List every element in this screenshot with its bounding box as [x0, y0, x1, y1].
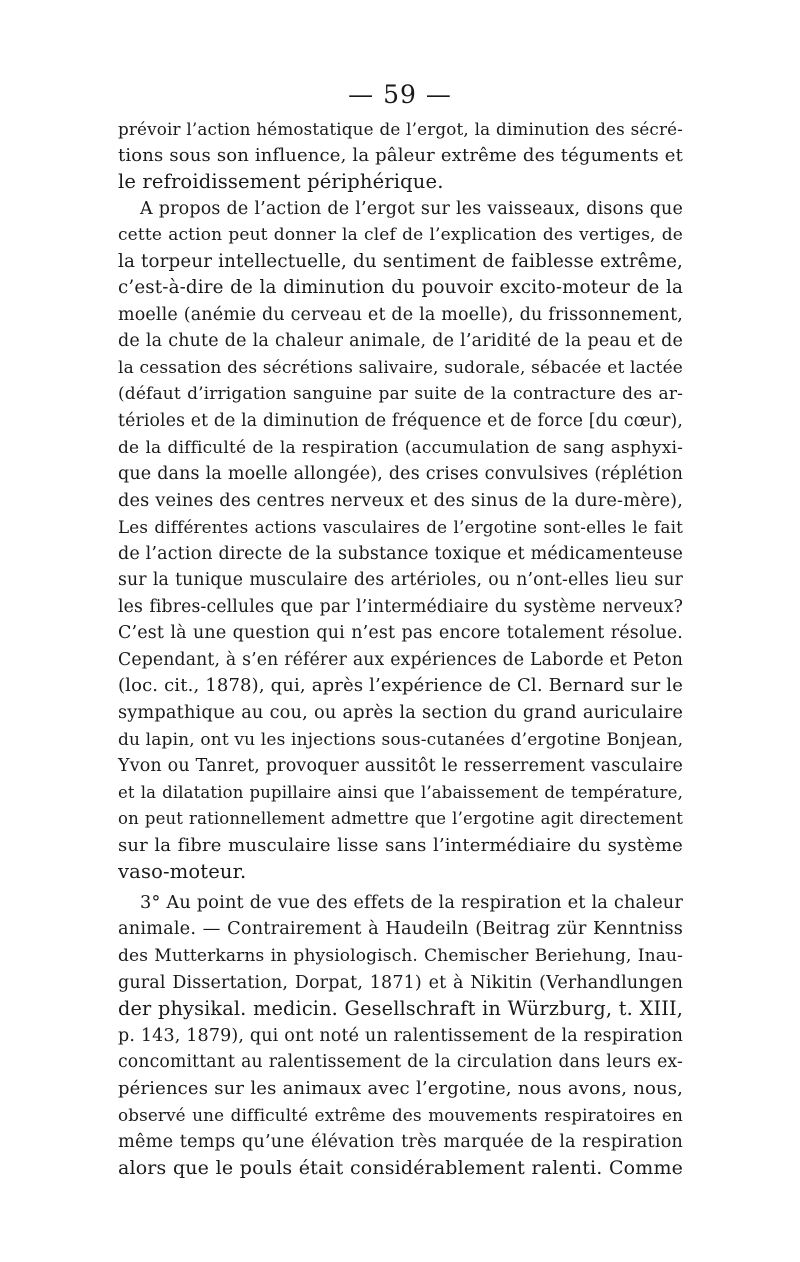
text-line: animale. — Contrairement à Haudeiln (Beitrag zür Kenntniss — [118, 919, 683, 940]
text-line: les fibres-cellules que par l’intermédiaire du système nerveux? — [118, 596, 683, 617]
page-number: — 59 — — [348, 80, 452, 109]
paragraph-1 — [118, 116, 683, 196]
text-line: der physikal. medicin. Gesellschraft in Würzburg, t. XIII, — [118, 997, 683, 1021]
text-line: gural Dissertation, Dorpat, 1871) et à Nikitin (Verhandlungen — [118, 972, 683, 993]
text-line: la cessation des sécrétions salivaire, sudorale, sébacée et lactée — [118, 357, 683, 378]
text-line: on peut rationnellement admettre que l’ergotine agit directement — [118, 809, 683, 829]
body-text — [118, 116, 683, 1182]
text-line: cette action peut donner la clef de l’explication des vertiges, de — [118, 225, 683, 246]
text-line: Cependant, à s’en référer aux expériences de Laborde et Peton — [118, 649, 683, 670]
text-line: périences sur les animaux avec l’ergotine, nous avons, nous, — [118, 1077, 683, 1099]
text-line: le refroidissement périphérique. — [118, 170, 444, 194]
text-line: de l’action directe de la substance toxique et médicamenteuse — [118, 543, 683, 564]
text-line: 3° Au point de vue des effets de la respiration et la chaleur — [140, 892, 683, 913]
text-line: concomittant au ralentissement de la circulation dans leurs ex- — [118, 1052, 683, 1073]
text-line: tions sous son influence, la pâleur extrême des téguments et — [118, 144, 683, 166]
text-line: du lapin, ont vu les injections sous-cutanées d’ergotine Bonjean, — [118, 729, 684, 750]
text-line: et la dilatation pupillaire ainsi que l’abaissement de température, — [118, 782, 683, 802]
text-line: sur la fibre musculaire lisse sans l’intermédiaire du système — [118, 834, 683, 856]
text-line: même temps qu’une élévation très marquée de la respiration — [118, 1131, 683, 1152]
text-line: Les différentes actions vasculaires de l’ergotine sont-elles le fait — [118, 517, 683, 538]
text-line: la torpeur intellectuelle, du sentiment de faiblesse extrême, — [118, 250, 683, 272]
text-line: A propos de l’action de l’ergot sur les vaisseaux, disons que — [140, 198, 683, 219]
text-line: térioles et de la diminution de fréquence et de force [du cœur), — [118, 411, 683, 432]
text-line: prévoir l’action hémostatique de l’ergot, la diminution des sécré- — [118, 119, 683, 139]
text-line: de la difficulté de la respiration (accumulation de sang asphyxi- — [118, 437, 683, 458]
text-line: alors que le pouls était considérablement ralenti. Comme — [118, 1157, 683, 1180]
text-line: c’est-à-dire de la diminution du pouvoir excito-moteur de la — [118, 277, 683, 299]
text-line: que dans la moelle allongée), des crises convulsives (réplétion — [118, 464, 683, 485]
text-line: (défaut d’irrigation sanguine par suite de la contracture des ar- — [118, 384, 683, 405]
text-line: observé une difficulté extrême des mouvements respiratoires en — [118, 1105, 683, 1126]
text-line: de la chute de la chaleur animale, de l’aridité de la peau et de — [118, 331, 683, 352]
text-line: Yvon ou Tanret, provoquer aussitôt le resserrement vasculaire — [118, 756, 683, 777]
text-line: p. 143, 1879), qui ont noté un ralentissement de la respiration — [118, 1025, 683, 1046]
text-line: sympathique au cou, ou après la section du grand auriculaire — [118, 703, 683, 724]
text-line: des Mutterkarns in physiologisch. Chemischer Beriehung, Inau- — [118, 945, 683, 966]
text-line: vaso-moteur. — [118, 860, 247, 884]
text-line: des veines des centres nerveux et des sinus de la dure-mère), — [118, 490, 683, 511]
text-line: sur la tunique musculaire des artérioles, ou n’ont-elles lieu sur — [118, 570, 683, 591]
text-line: moelle (anémie du cerveau et de la moelle), du frissonnement, — [118, 304, 683, 325]
text-line: (loc. cit., 1878), qui, après l’expérience de Cl. Bernard sur le — [118, 675, 683, 697]
text-line: C’est là une question qui n’est pas encore totalement résolue. — [118, 623, 683, 644]
paragraph-3 — [118, 890, 683, 1182]
paragraph-2 — [118, 196, 683, 886]
